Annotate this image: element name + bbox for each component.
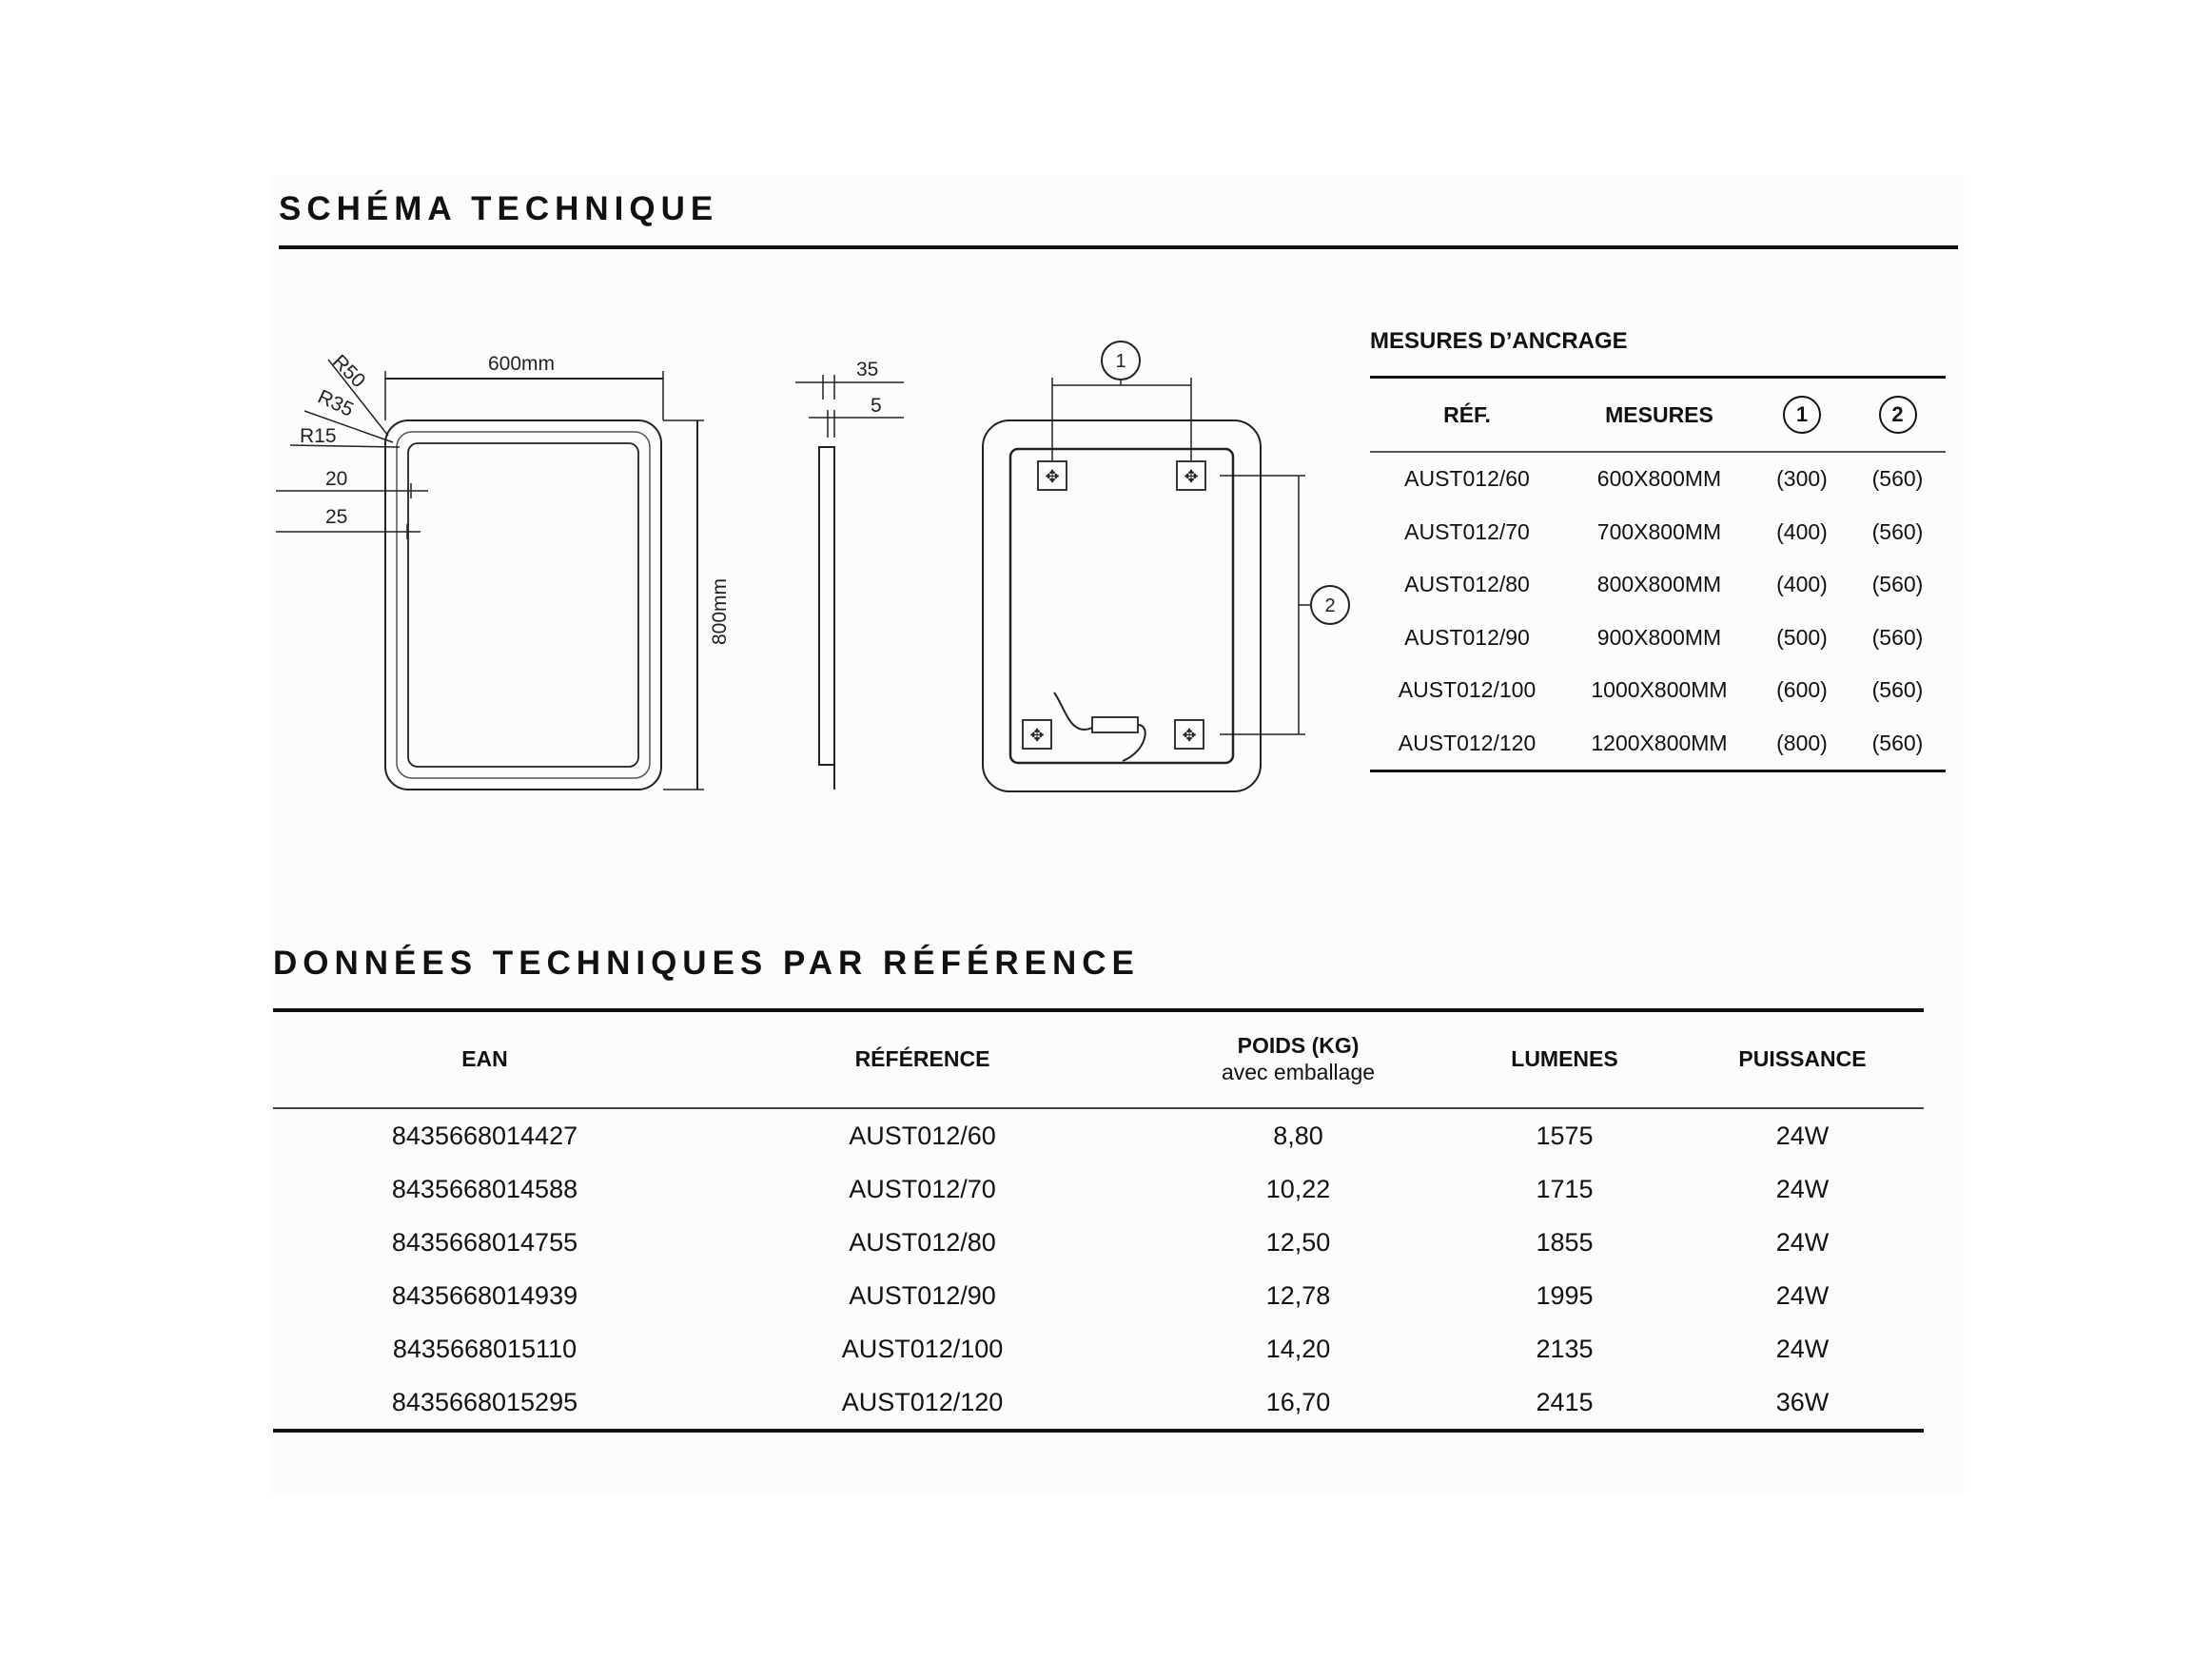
- cell-measures: 800X800MM: [1596, 572, 1722, 597]
- anchor-point-top-left: [1038, 461, 1067, 490]
- tech-header-row: [273, 1010, 1924, 1108]
- anchor-point-bottom-right: [1175, 720, 1204, 749]
- cell-ref: AUST012/70: [849, 1174, 996, 1203]
- cell-dim-2: (560): [1871, 624, 1924, 650]
- radius-r35-label: R35: [314, 385, 358, 421]
- mirror-back-outer: [983, 420, 1261, 791]
- anchorage-header-1: [1754, 378, 1850, 453]
- power-cable: [1054, 692, 1092, 730]
- table-row: [1370, 612, 1946, 665]
- cell-measures: 600X800MM: [1596, 466, 1722, 492]
- marker-1-label: 1: [1115, 351, 1126, 372]
- cell-weight: 14,20: [1265, 1334, 1331, 1363]
- cell-dim-2: (560): [1871, 677, 1924, 703]
- cell-ref: AUST012/90: [849, 1280, 996, 1310]
- cell-measures: 900X800MM: [1596, 624, 1722, 650]
- section-title-schema: SCHÉMA TECHNIQUE: [279, 190, 719, 227]
- anchorage-header-2: [1850, 378, 1946, 453]
- cell-ref: AUST012/60: [1404, 466, 1530, 492]
- cell-dim-2: (560): [1871, 518, 1924, 544]
- depth-5-label: 5: [871, 395, 882, 417]
- cell-ean: 8435668015295: [391, 1387, 578, 1416]
- table-row: [273, 1162, 1924, 1216]
- cell-power: 24W: [1775, 1121, 1830, 1150]
- anchor-point-top-right: [1177, 461, 1205, 490]
- cell-ean: 8435668014939: [391, 1280, 578, 1310]
- cell-lumens: 1575: [1536, 1121, 1594, 1150]
- led-driver: [1092, 717, 1138, 732]
- cell-measures: 1000X800MM: [1591, 677, 1728, 703]
- cell-ref: AUST012/70: [1404, 518, 1530, 544]
- cell-weight: 12,50: [1265, 1227, 1331, 1257]
- depth-35-label: 35: [856, 359, 879, 380]
- cell-power: 24W: [1775, 1227, 1830, 1257]
- mirror-side-view: [819, 447, 834, 765]
- cell-ean: 8435668014427: [391, 1121, 578, 1150]
- svg-text:✥: ✥: [1029, 726, 1045, 745]
- radius-r15-label: R15: [300, 425, 337, 447]
- cell-weight: 10,22: [1265, 1174, 1331, 1203]
- cell-lumens: 1715: [1536, 1174, 1594, 1203]
- cell-ref: AUST012/80: [849, 1227, 996, 1257]
- tech-header-weight-label: POIDS (KG): [1237, 1033, 1360, 1059]
- marker-1-badge: 1: [1783, 396, 1821, 434]
- cell-weight: 8,80: [1273, 1121, 1323, 1150]
- anchorage-header-row: [1370, 378, 1946, 453]
- mirror-back-inner: [1010, 449, 1233, 763]
- offset-25-label: 25: [325, 506, 348, 528]
- cell-ref: AUST012/100: [841, 1334, 1004, 1363]
- cell-weight: 16,70: [1265, 1387, 1331, 1416]
- cell-ean: 8435668014588: [391, 1174, 578, 1203]
- table-row: [1370, 452, 1946, 506]
- cell-dim-2: (560): [1871, 730, 1924, 755]
- cell-dim-1: (300): [1776, 466, 1828, 492]
- cell-lumens: 1995: [1536, 1280, 1594, 1310]
- tech-header-weight: [1148, 1010, 1448, 1108]
- anchorage-table: [1370, 376, 1946, 772]
- svg-text:✥: ✥: [1184, 467, 1199, 486]
- tech-header-ean: EAN: [461, 1046, 508, 1072]
- table-row: [273, 1216, 1924, 1269]
- table-row: [273, 1269, 1924, 1322]
- cell-ean: 8435668015110: [392, 1334, 577, 1363]
- svg-text:✥: ✥: [1182, 726, 1197, 745]
- offset-20-label: 20: [325, 468, 348, 490]
- table-row: [273, 1108, 1924, 1162]
- cell-lumens: 2415: [1536, 1387, 1594, 1416]
- table-row: [1370, 506, 1946, 559]
- table-row: [1370, 717, 1946, 771]
- technical-data-table: [273, 1008, 1924, 1433]
- cell-ref: AUST012/120: [1398, 730, 1537, 755]
- cell-dim-1: (800): [1776, 730, 1828, 755]
- tech-header-lumens: LUMENES: [1511, 1046, 1618, 1072]
- width-label: 600mm: [487, 353, 556, 375]
- cell-ref: AUST012/60: [849, 1121, 996, 1150]
- tech-header-weight-sub: avec emballage: [1221, 1060, 1376, 1084]
- section-title-donnees: DONNÉES TECHNIQUES PAR RÉFÉRENCE: [273, 945, 1140, 982]
- cell-weight: 12,78: [1265, 1280, 1331, 1310]
- table-row: [1370, 558, 1946, 612]
- cell-dim-1: (400): [1776, 518, 1828, 544]
- marker-2-label: 2: [1324, 595, 1336, 616]
- cell-power: 24W: [1775, 1174, 1830, 1203]
- cell-measures: 1200X800MM: [1591, 730, 1728, 755]
- cell-ref: AUST012/100: [1398, 677, 1537, 703]
- radius-r50-label: R50: [327, 350, 370, 393]
- cell-dim-2: (560): [1871, 572, 1924, 597]
- cell-power: 24W: [1775, 1280, 1830, 1310]
- cell-power: 24W: [1775, 1334, 1830, 1363]
- cell-dim-2: (560): [1871, 466, 1924, 492]
- tech-header-ref: RÉFÉRENCE: [854, 1046, 990, 1072]
- mirror-front-outer: [385, 420, 661, 790]
- cell-power: 36W: [1775, 1387, 1830, 1416]
- cell-measures: 700X800MM: [1596, 518, 1722, 544]
- marker-2-badge: 2: [1879, 396, 1917, 434]
- cell-ref: AUST012/80: [1404, 572, 1530, 597]
- table-row: [273, 1322, 1924, 1375]
- table-row: [273, 1375, 1924, 1431]
- cell-lumens: 2135: [1536, 1334, 1594, 1363]
- anchorage-title: MESURES D’ANCRAGE: [1370, 328, 1628, 354]
- cell-ref: AUST012/90: [1404, 624, 1530, 650]
- anchorage-header-measures: MESURES: [1605, 401, 1713, 427]
- anchor-point-bottom-left: [1023, 720, 1051, 749]
- mirror-front-inner: [408, 443, 638, 767]
- cell-dim-1: (600): [1776, 677, 1828, 703]
- height-label: 800mm: [709, 577, 731, 646]
- tech-header-power: PUISSANCE: [1738, 1046, 1867, 1072]
- cell-ean: 8435668014755: [391, 1227, 578, 1257]
- cell-lumens: 1855: [1536, 1227, 1594, 1257]
- svg-text:✥: ✥: [1045, 467, 1060, 486]
- cell-dim-1: (500): [1776, 624, 1828, 650]
- cell-ref: AUST012/120: [841, 1387, 1004, 1416]
- table-row: [1370, 664, 1946, 717]
- cell-dim-1: (400): [1776, 572, 1828, 597]
- anchorage-header-ref: RÉF.: [1443, 401, 1491, 427]
- mirror-front-led-strip: [397, 432, 650, 778]
